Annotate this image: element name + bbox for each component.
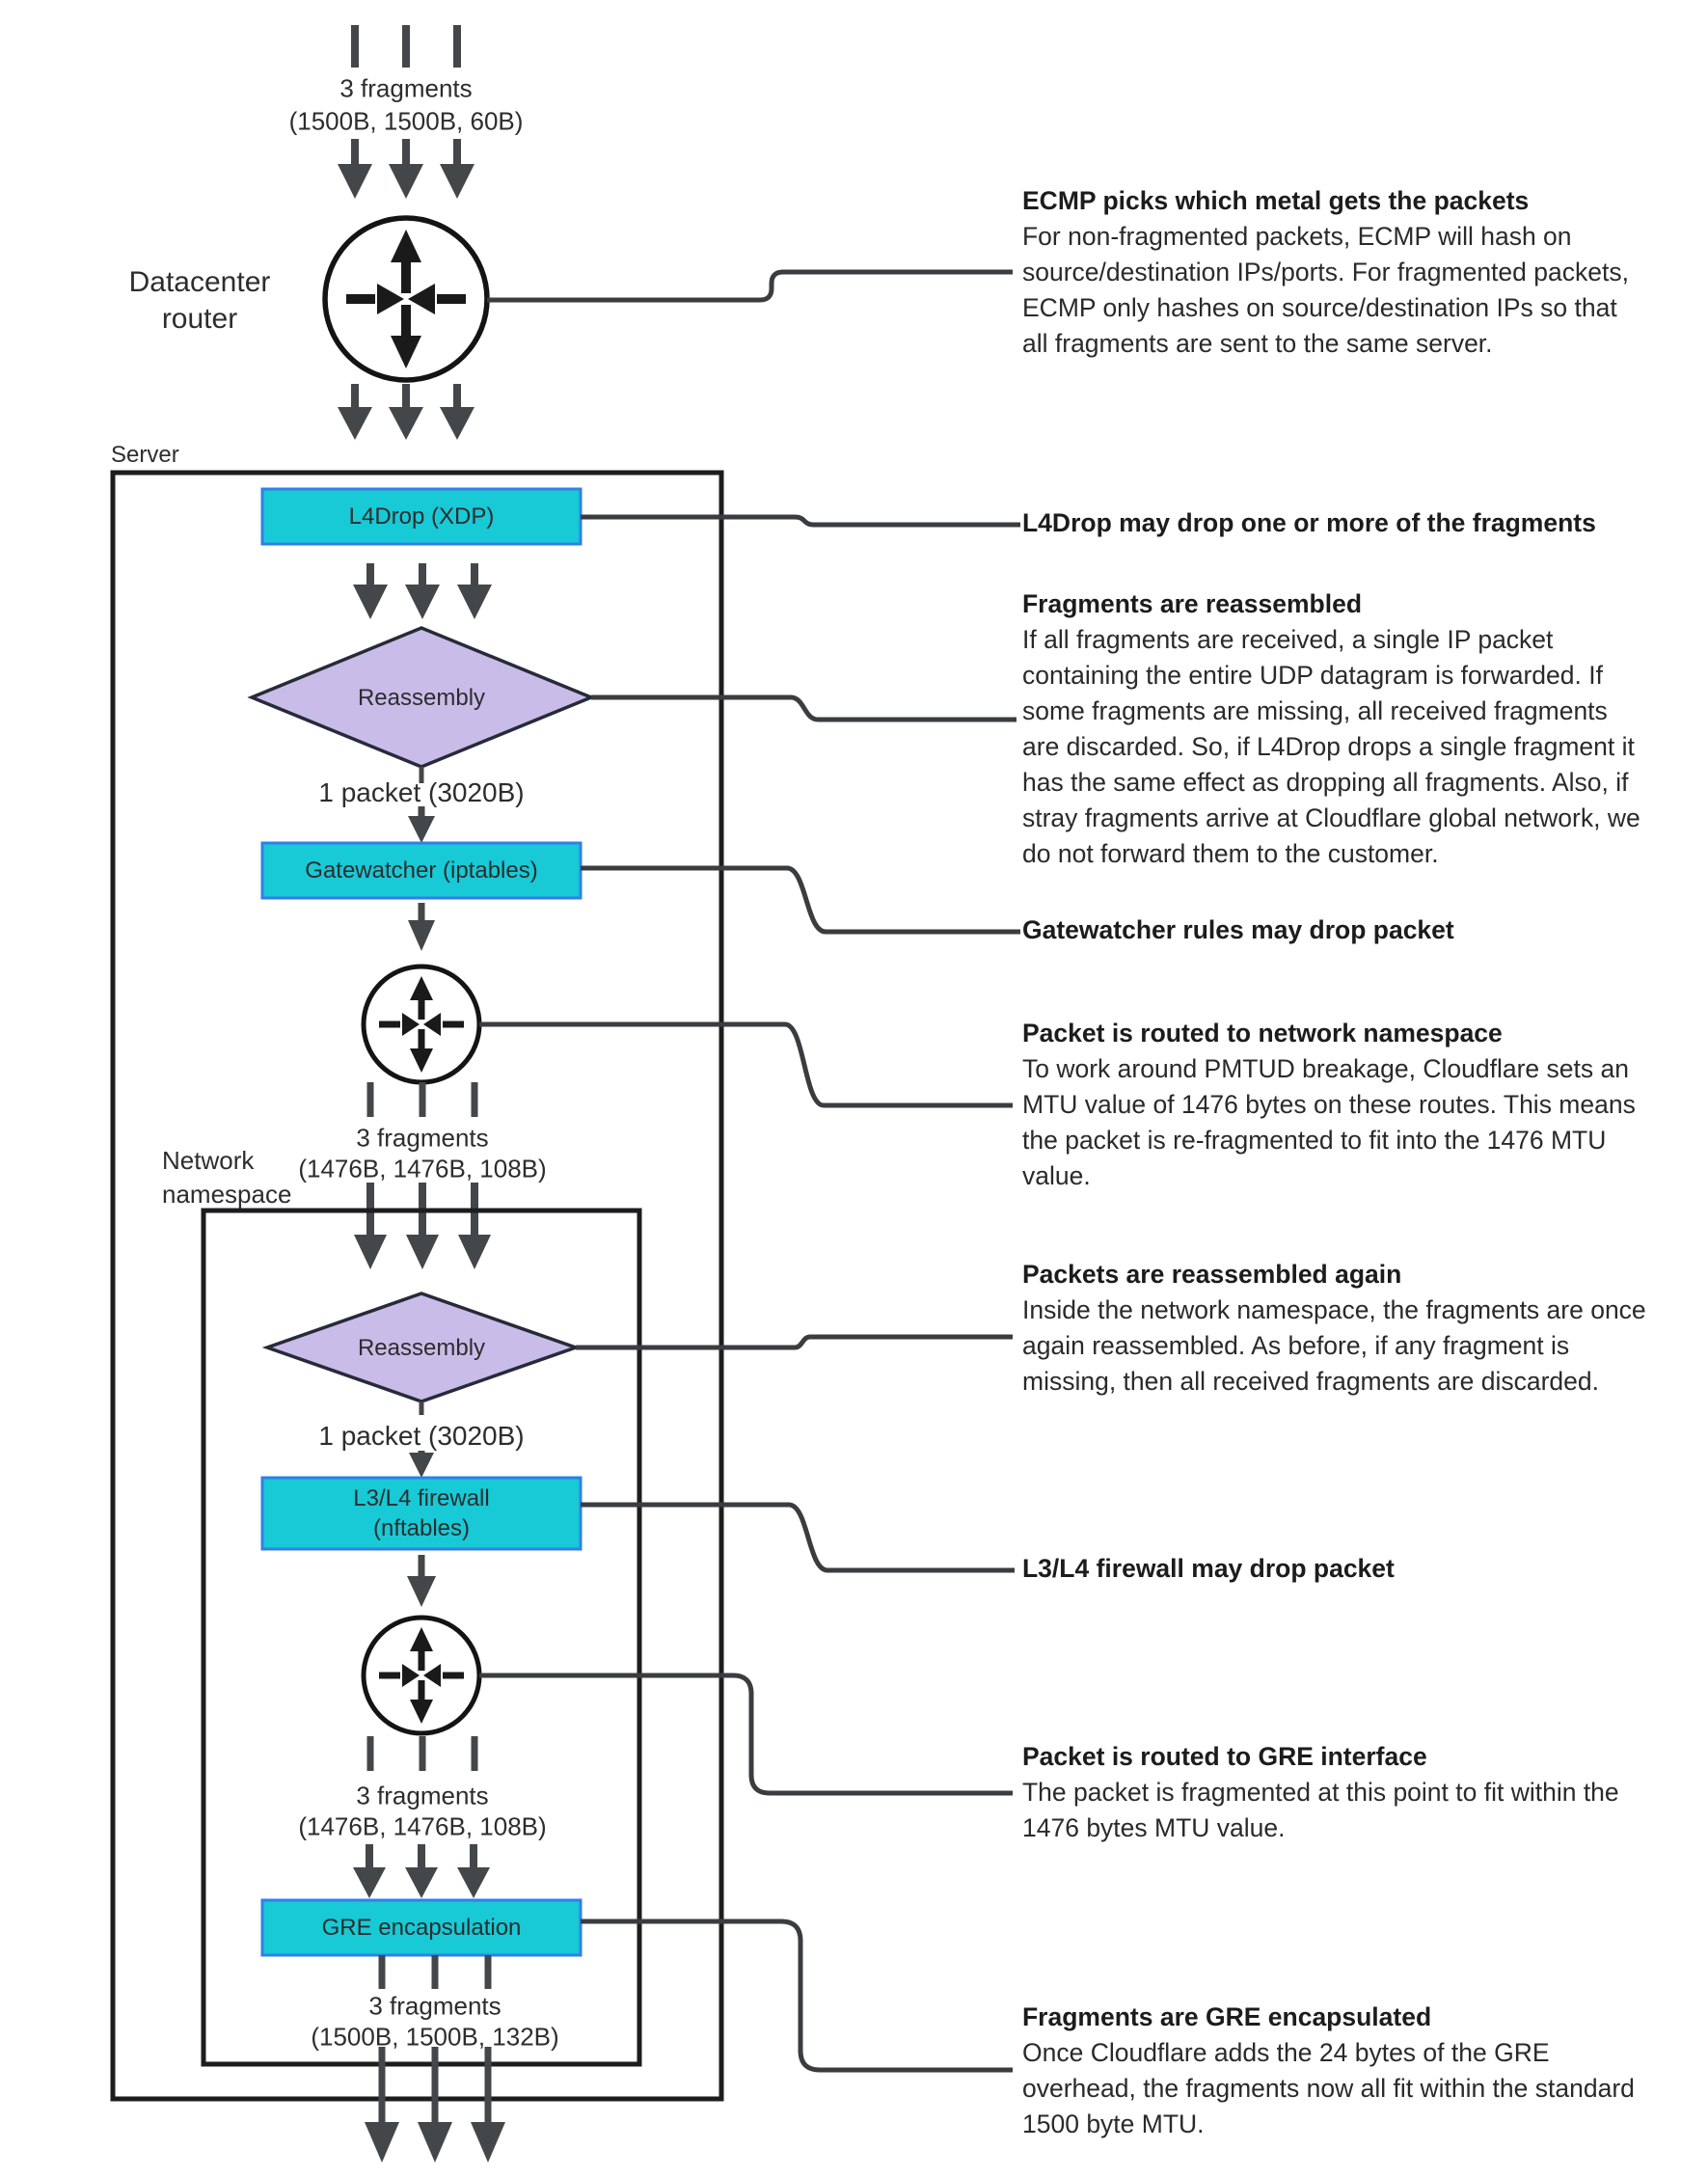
connector-gatewatcher bbox=[581, 868, 1020, 932]
fragments1-sizes: (1500B, 1500B, 60B) bbox=[288, 106, 524, 136]
annotation-heading: ECMP picks which metal gets the packets bbox=[1022, 186, 1530, 215]
annotation-ecmp bbox=[1022, 183, 1647, 362]
fragments2-sizes: (1476B, 1476B, 108B) bbox=[298, 1154, 547, 1184]
l4drop-label: L4Drop (XDP) bbox=[348, 503, 495, 530]
annotation-l3l4 bbox=[1022, 1551, 1647, 1587]
fragment-stubs-2 bbox=[370, 1082, 474, 1117]
router-icon-2 bbox=[364, 966, 479, 1082]
fragments1-label: 3 fragments bbox=[339, 73, 473, 103]
annotation-gatewatcher bbox=[1022, 912, 1647, 948]
annotation-heading: Gatewatcher rules may drop packet bbox=[1022, 915, 1454, 944]
packet2-label: 1 packet (3020B) bbox=[318, 1421, 525, 1451]
annotation-heading: L4Drop may drop one or more of the fragments bbox=[1022, 508, 1596, 537]
router-icon-3 bbox=[364, 1618, 479, 1733]
annotation-heading: L3/L4 firewall may drop packet bbox=[1022, 1554, 1395, 1583]
fragments4-sizes: (1500B, 1500B, 132B) bbox=[311, 2022, 559, 2052]
reassembly1-label: Reassembly bbox=[357, 685, 486, 711]
gre-label: GRE encapsulation bbox=[321, 1915, 522, 1941]
network-namespace-line2: namespace bbox=[162, 1180, 292, 1209]
datacenter-router-label bbox=[129, 264, 271, 338]
l3l4-line2: (nftables) bbox=[372, 1515, 471, 1541]
arrow-into-router2 bbox=[408, 903, 435, 951]
annotation-gre-route bbox=[1022, 1739, 1647, 1846]
annotation-gre-encap bbox=[1022, 2000, 1647, 2142]
l3l4-firewall-label bbox=[353, 1483, 489, 1543]
fragment-stubs-4 bbox=[382, 1955, 488, 1989]
datacenter-router-line1: Datacenter bbox=[128, 266, 271, 298]
arrow-into-l3l4 bbox=[409, 1451, 434, 1478]
arrows-into-gre bbox=[353, 1844, 490, 1898]
annotation-body: If all fragments are received, a single IP packet containing the entire UDP datagram is forwarded. If some fragments are missing, all received fragments are discarded. So, if L4Drop drops a single fragment it has the same effect as dropping all fragments. Also, if stray fragments arrive at Cloudflare global network, we do not forward them to the customer. bbox=[1022, 625, 1640, 868]
annotation-body: Once Cloudflare adds the 24 bytes of the GRE overhead, the fragments now all fit within the standard 1500 byte MTU. bbox=[1022, 2038, 1635, 2138]
fragments3-label: 3 fragments bbox=[356, 1781, 489, 1810]
connector-reassembly1 bbox=[591, 697, 1017, 720]
l3l4-line1: L3/L4 firewall bbox=[353, 1485, 490, 1511]
annotation-namespace-route bbox=[1022, 1016, 1647, 1194]
annotation-reassembled-again bbox=[1022, 1257, 1647, 1400]
fragments3-sizes: (1476B, 1476B, 108B) bbox=[298, 1811, 547, 1841]
connector-ecmp bbox=[487, 272, 1013, 300]
connector-l4drop bbox=[581, 517, 1020, 525]
annotation-body: For non-fragmented packets, ECMP will hash on source/destination IPs/ports. For fragmented packets, ECMP only hashes on source/destination IPs so that all fragments are sent to the same server. bbox=[1022, 222, 1629, 358]
connector-namespace-route bbox=[479, 1024, 1013, 1105]
annotation-l4drop bbox=[1022, 505, 1647, 541]
connector-gre-encap bbox=[581, 1921, 1013, 2070]
arrows-into-router bbox=[338, 139, 474, 199]
arrow-into-router3 bbox=[407, 1555, 436, 1607]
arrows-into-namespace bbox=[354, 1183, 491, 1269]
connector-gre-route bbox=[479, 1675, 1013, 1793]
fragments2-label: 3 fragments bbox=[356, 1123, 489, 1153]
fragments4-label: 3 fragments bbox=[368, 1991, 502, 2021]
gatewatcher-label: Gatewatcher (iptables) bbox=[305, 857, 538, 884]
annotation-heading: Packets are reassembled again bbox=[1022, 1260, 1402, 1289]
arrow-into-gatewatcher bbox=[408, 806, 435, 843]
network-namespace-label bbox=[162, 1144, 291, 1211]
annotation-heading: Packet is routed to GRE interface bbox=[1022, 1742, 1427, 1771]
datacenter-router-line2: router bbox=[161, 303, 238, 335]
annotation-body: The packet is fragmented at this point to fit within the 1476 bytes MTU value. bbox=[1022, 1778, 1619, 1842]
annotation-heading: Packet is routed to network namespace bbox=[1022, 1019, 1503, 1048]
annotation-body: Inside the network namespace, the fragments are once again reassembled. As before, if any fragment is missing, then all received fragments are discarded. bbox=[1022, 1295, 1646, 1396]
packet1-label: 1 packet (3020B) bbox=[318, 777, 525, 807]
fragment-stubs-3 bbox=[370, 1736, 474, 1771]
annotation-heading: Fragments are GRE encapsulated bbox=[1022, 2002, 1432, 2031]
annotation-heading: Fragments are reassembled bbox=[1022, 589, 1363, 618]
arrows-l4drop-to-reassembly bbox=[353, 563, 492, 619]
connector-l3l4 bbox=[581, 1505, 1015, 1570]
reassembly2-label: Reassembly bbox=[357, 1335, 486, 1361]
network-namespace-line1: Network bbox=[162, 1146, 255, 1175]
fragment-stubs-top bbox=[355, 25, 457, 68]
arrows-into-server bbox=[338, 384, 474, 440]
annotation-reassembled bbox=[1022, 586, 1647, 872]
annotation-body: To work around PMTUD breakage, Cloudflare sets an MTU value of 1476 bytes on these routes. This means the packet is re-fragmented to fit into the 1476 MTU value. bbox=[1022, 1054, 1636, 1190]
datacenter-router-icon bbox=[325, 218, 487, 380]
server-label: Server bbox=[111, 442, 179, 468]
